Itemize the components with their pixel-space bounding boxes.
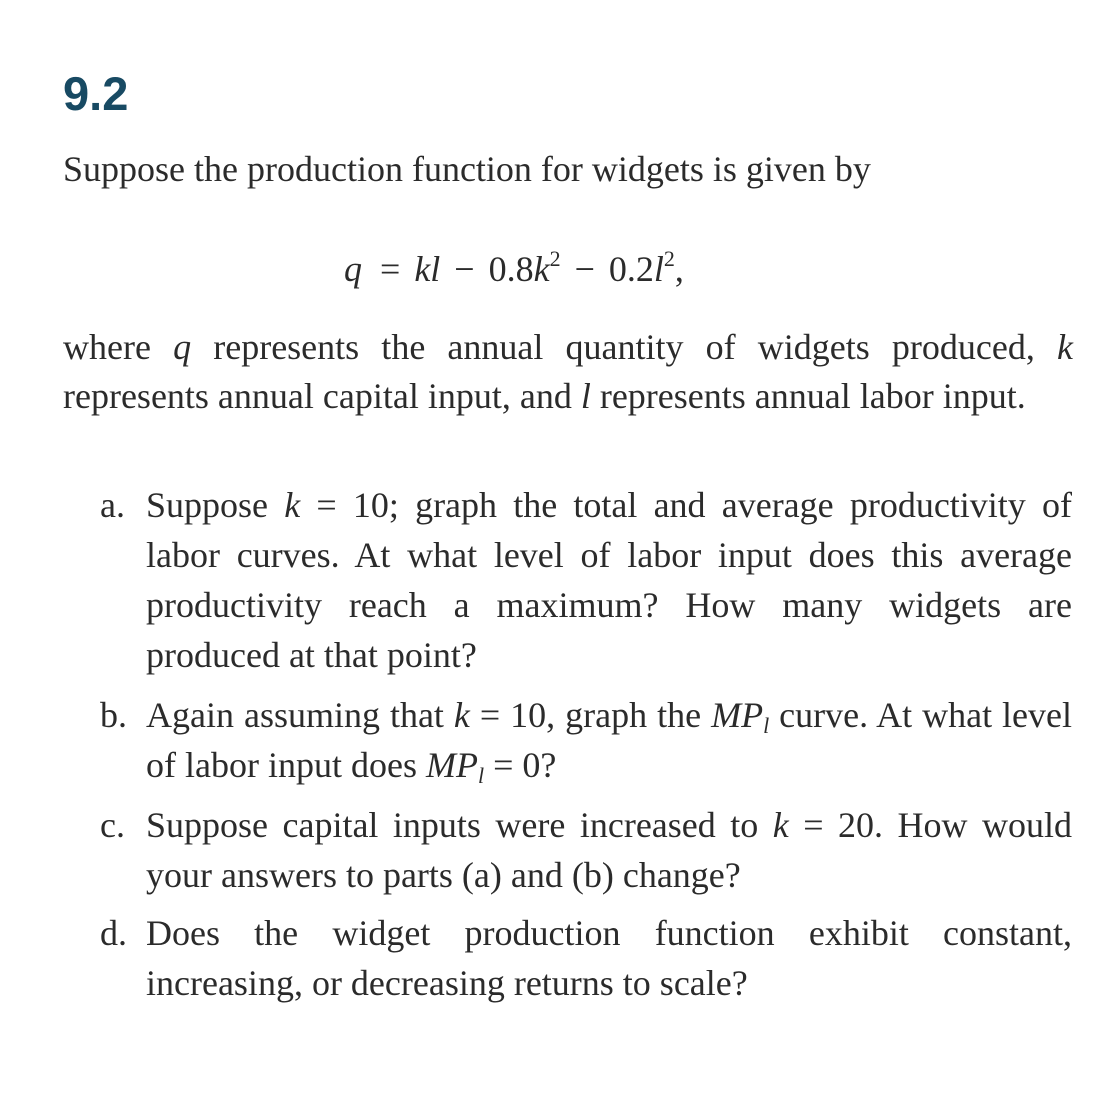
question-text: = 20. How would your answers to parts (a) and (b) change?: [146, 805, 1072, 895]
desc-text: represents annual capital input, and: [63, 376, 581, 416]
var-k: k: [284, 485, 301, 525]
eq-var-l: l: [653, 249, 664, 289]
question-text: Suppose capital inputs were increased to: [146, 805, 773, 845]
question-part-b: [100, 690, 1073, 790]
production-function-equation: [344, 244, 684, 294]
question-text: Again assuming that: [146, 695, 454, 735]
eq-exp-1: 2: [549, 246, 561, 271]
variable-description: [63, 323, 1073, 421]
part-label: a.: [100, 485, 125, 525]
question-part-c: [100, 800, 1072, 900]
question-text: Suppose: [146, 485, 285, 525]
eq-equals: =: [380, 249, 401, 289]
desc-text: represents annual labor input.: [590, 376, 1026, 416]
var-mp: MP: [711, 695, 764, 735]
var-k: k: [772, 805, 789, 845]
var-mp: MP: [425, 745, 478, 785]
question-text: = 10, graph the: [469, 695, 712, 735]
desc-var-q: q: [173, 327, 192, 367]
eq-minus-1: −: [454, 249, 475, 289]
question-part-a: [100, 480, 1072, 680]
eq-var-q: q: [344, 249, 362, 289]
eq-coef-1: 0.8: [488, 249, 534, 289]
eq-minus-2: −: [574, 249, 595, 289]
part-label: d.: [100, 913, 127, 953]
var-k: k: [453, 695, 470, 735]
eq-comma: ,: [674, 249, 684, 289]
desc-var-k: k: [1057, 327, 1073, 367]
eq-var-k: k: [533, 249, 550, 289]
question-text: curve. At what level of labor input does: [146, 695, 1073, 785]
problem-intro: Suppose the production function for widgets is given by: [63, 149, 871, 189]
question-text: = 10; graph the total and average productivity of labor curves. At what level of labor input does this average productivity reach a maximum? How many widgets are produced at that point?: [146, 485, 1072, 675]
desc-var-l: l: [580, 376, 591, 416]
var-mp-subscript: l: [477, 763, 485, 788]
var-mp-subscript: l: [763, 713, 770, 738]
eq-exp-2: 2: [663, 246, 675, 271]
desc-text: represents the annual quantity of widgets produced,: [191, 327, 1058, 367]
question-text: Does the widget production function exhibit constant, increasing, or decreasing returns to scale?: [146, 913, 1072, 1003]
problem-number: 9.2: [63, 67, 129, 120]
eq-coef-2: 0.2: [608, 249, 654, 289]
desc-text: where: [63, 327, 174, 367]
question-part-d: [100, 908, 1072, 1008]
eq-term-kl: kl: [414, 249, 441, 289]
part-label: b.: [100, 695, 127, 735]
question-text: = 0?: [484, 745, 557, 785]
part-label: c.: [100, 805, 125, 845]
